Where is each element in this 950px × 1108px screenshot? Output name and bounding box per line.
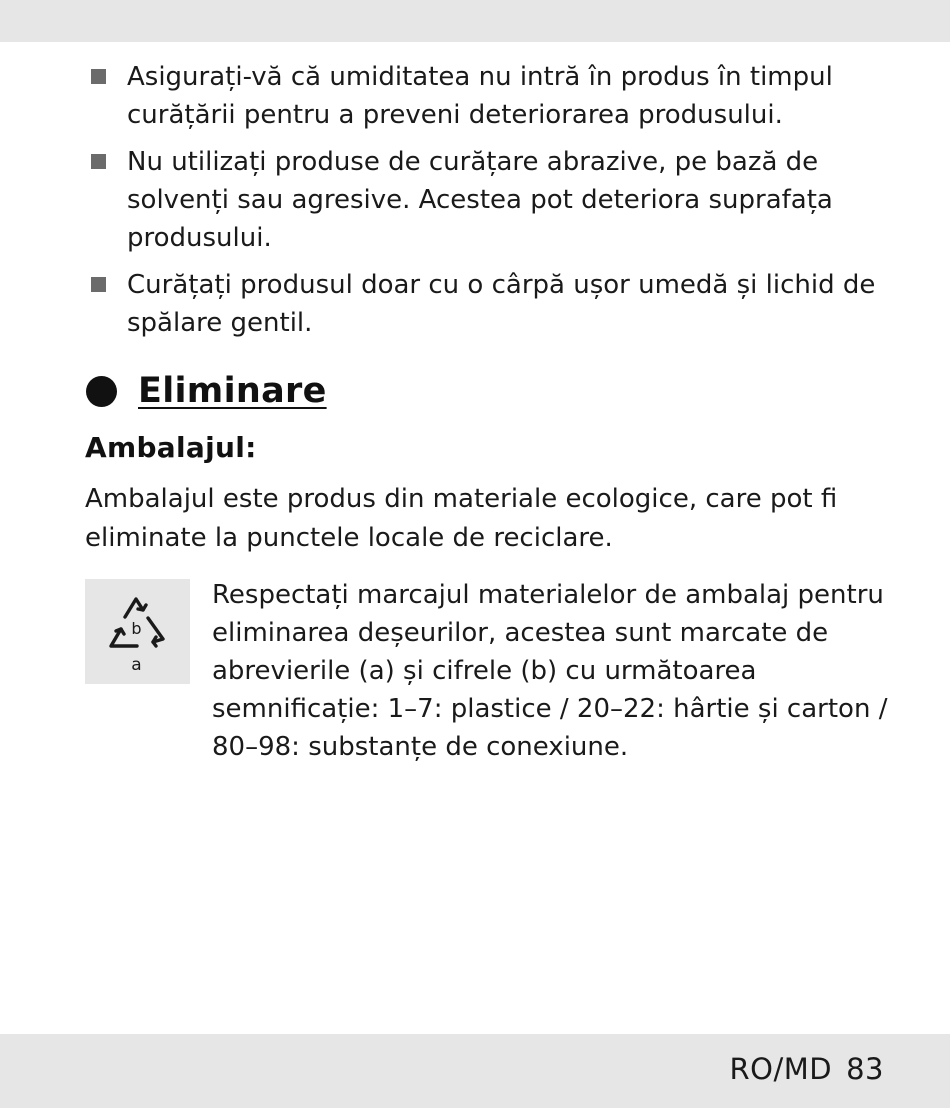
list-item-line: solvenți sau agresive. Acestea pot deteriora suprafața — [127, 185, 833, 215]
recycling-code-label-a: a — [131, 655, 142, 675]
paragraph-line: 80–98: substanțe de conexiune. — [212, 732, 629, 762]
cleaning-instructions-list — [88, 58, 888, 351]
paragraph-line: Respectați marcajul materialelor de ambalaj pentru — [212, 580, 884, 610]
square-bullet-icon — [91, 154, 106, 169]
list-item-line: Asigurați-vă că umiditatea nu intră în produs în timpul — [127, 62, 833, 92]
list-item-line: Curățați produsul doar cu o cârpă ușor umedă și lichid de — [127, 270, 876, 300]
paragraph-line: semnificație: 1–7: plastice / 20–22: hârtie și carton / — [212, 694, 888, 724]
footer-language: RO/MD — [729, 1052, 833, 1086]
recycling-symbol-icon — [85, 579, 190, 684]
paragraph-line: Ambalajul este produs din materiale ecologice, care pot fi — [85, 484, 838, 514]
list-item — [88, 143, 888, 257]
list-item-line: curățării pentru a preveni deteriorarea produsului. — [127, 100, 783, 130]
list-item-line: produsului. — [127, 223, 272, 253]
paragraph-line: eliminarea deșeurilor, acestea sunt marcate de — [212, 618, 829, 648]
round-bullet-icon — [86, 376, 117, 407]
section-title: Eliminare — [138, 371, 327, 411]
square-bullet-icon — [91, 277, 106, 292]
recycling-code-label-b: b — [131, 619, 142, 638]
packaging-paragraph — [85, 480, 885, 558]
top-band — [0, 0, 950, 42]
section-heading — [86, 364, 327, 418]
page-footer — [729, 1052, 884, 1086]
paragraph-line: eliminate la punctele locale de reciclare. — [85, 523, 613, 553]
list-item-line: Nu utilizați produse de curățare abrazive, pe bază de — [127, 147, 819, 177]
page-number: 83 — [846, 1052, 884, 1086]
paragraph-line: abrevierile (a) și cifrele (b) cu următoarea — [212, 656, 757, 686]
list-item — [88, 266, 888, 342]
recycling-paragraph — [212, 576, 912, 766]
list-item-line: spălare gentil. — [127, 308, 313, 338]
list-item — [88, 58, 888, 134]
packaging-heading: Ambalajul: — [85, 431, 257, 464]
square-bullet-icon — [91, 69, 106, 84]
